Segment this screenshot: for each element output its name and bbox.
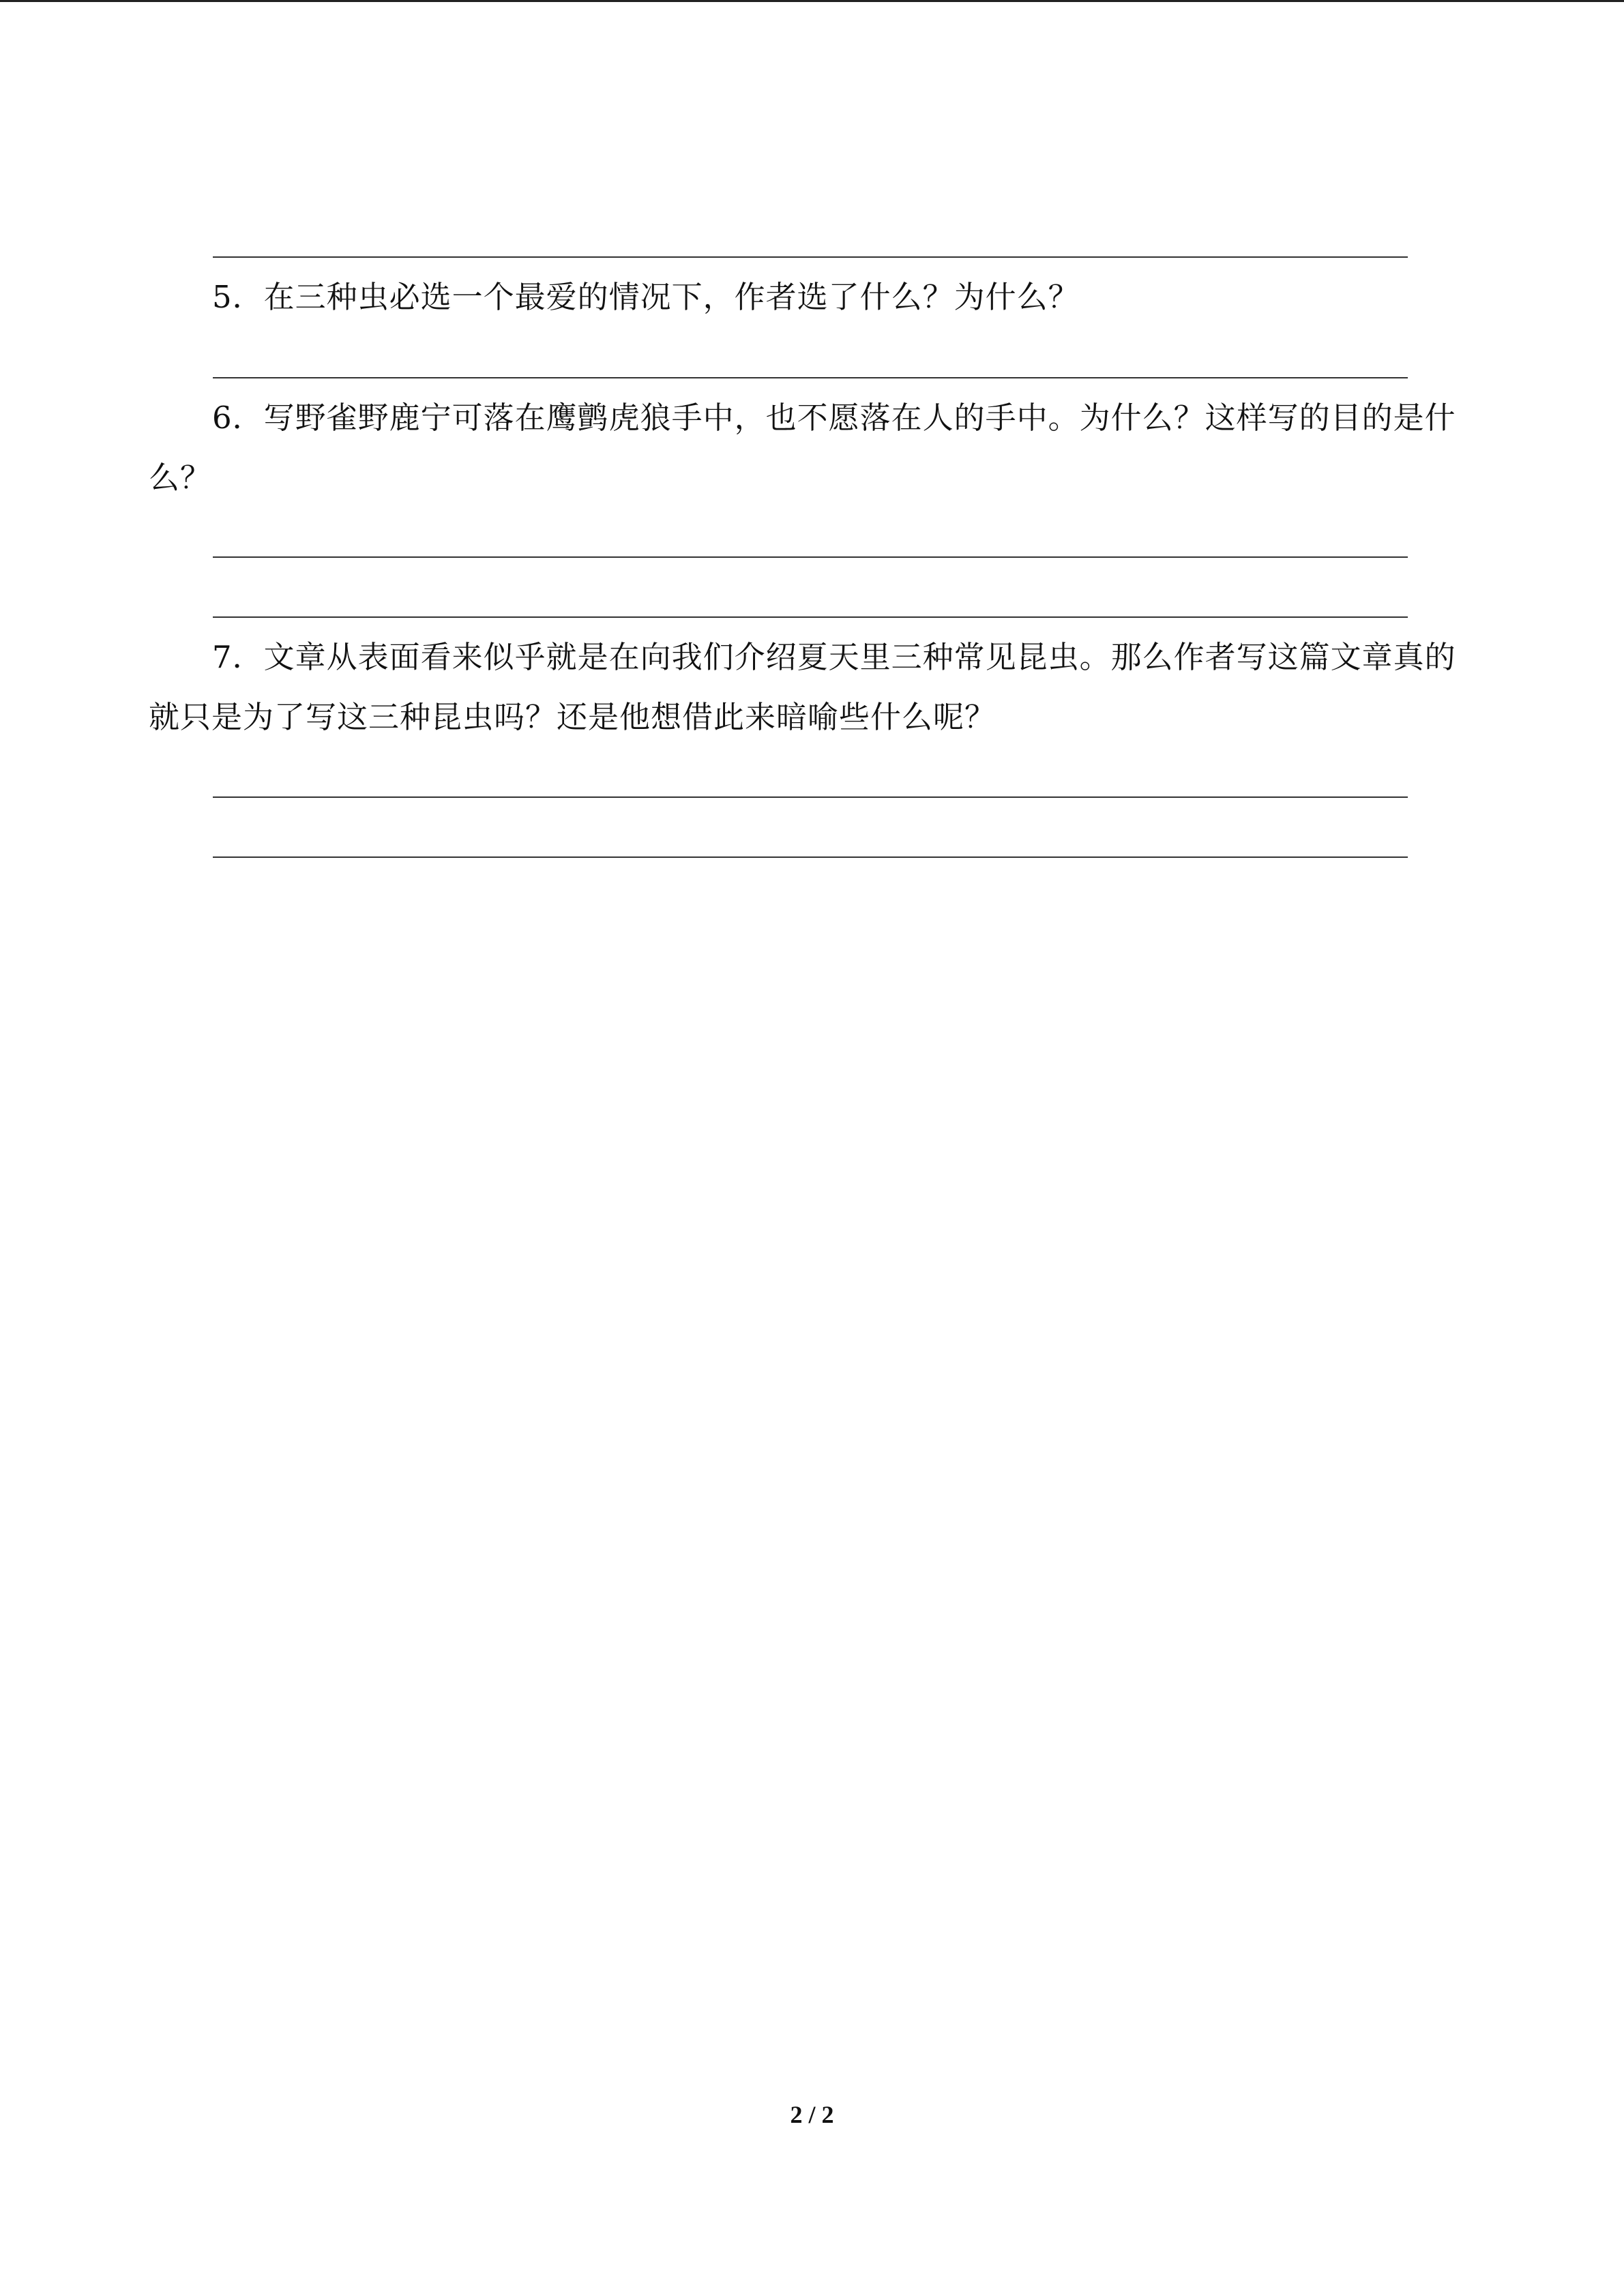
page-number: 2 / 2 bbox=[790, 2101, 834, 2128]
question-6: 6．写野雀野鹿宁可落在鹰鹯虎狼手中，也不愿落在人的手中。为什么？这样写的目的是什么？ bbox=[149, 400, 1456, 496]
answer-line bbox=[213, 556, 1408, 558]
question-7: 7．文章从表面看来似乎就是在向我们介绍夏天里三种常见昆虫。那么作者写这篇文章真的就只是为了写这三种昆虫吗？还是他想借此来暗喻些什么呢？ bbox=[149, 639, 1456, 735]
answer-line bbox=[213, 796, 1408, 798]
answer-line bbox=[213, 256, 1408, 258]
answer-line bbox=[213, 377, 1408, 378]
answer-line bbox=[213, 856, 1408, 858]
answer-line bbox=[213, 616, 1408, 618]
question-5: 5．在三种虫必选一个最爱的情况下，作者选了什么？为什么？ bbox=[212, 279, 1080, 315]
